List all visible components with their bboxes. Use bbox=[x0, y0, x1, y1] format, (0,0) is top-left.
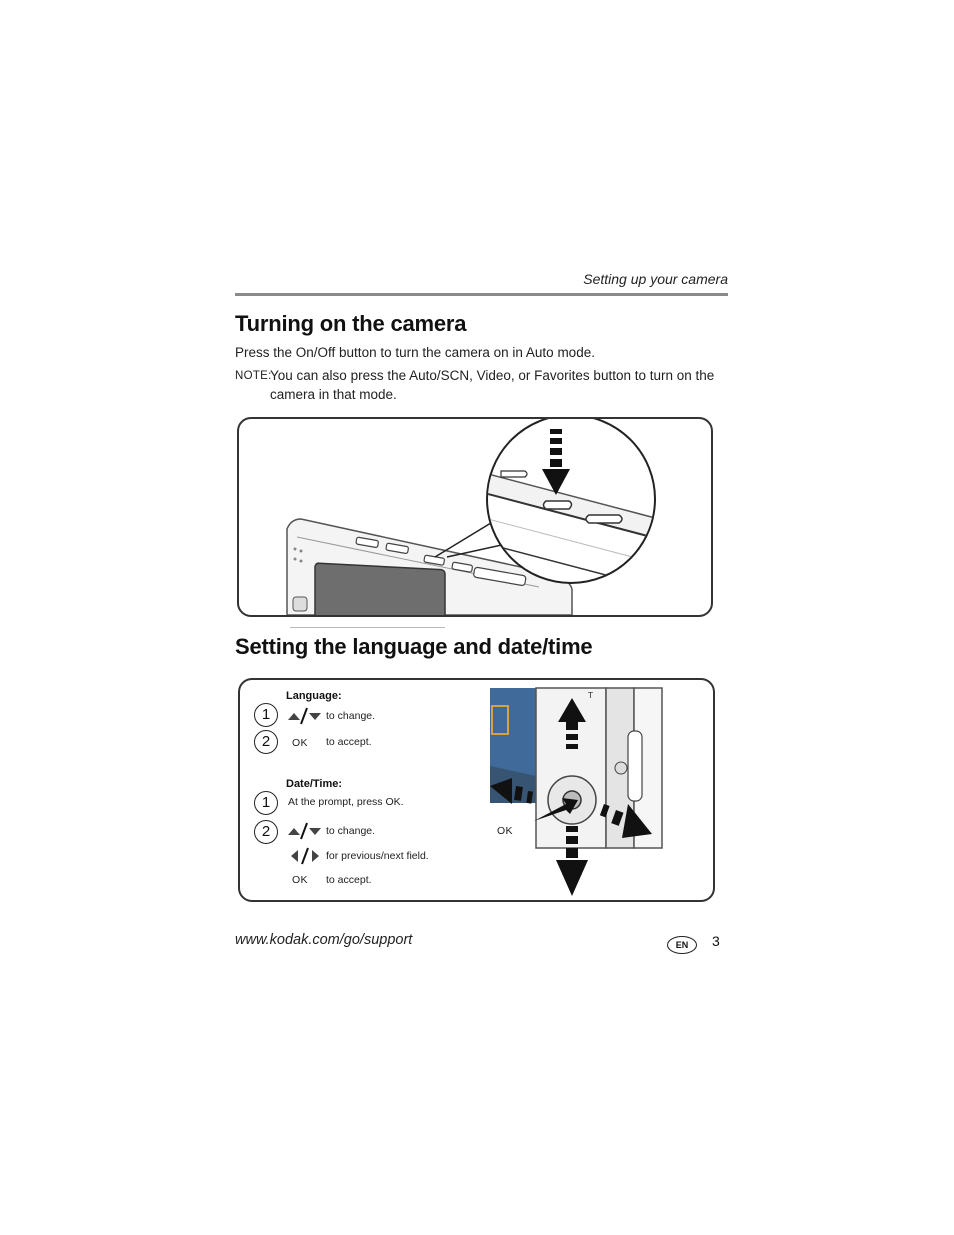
note-text-line2: camera in that mode. bbox=[270, 387, 397, 402]
step-number: 1 bbox=[254, 703, 278, 727]
section-title-turning-on: Turning on the camera bbox=[235, 311, 467, 336]
note-text-line1: You can also press the Auto/SCN, Video, or Favorites button to turn on the bbox=[270, 368, 715, 383]
datetime-accept-text: to accept. bbox=[326, 874, 372, 886]
ok-key-label: OK bbox=[292, 737, 308, 749]
language-badge: EN bbox=[667, 936, 697, 954]
running-header: Setting up your camera bbox=[583, 271, 728, 287]
camera-top-drawing bbox=[239, 419, 711, 615]
svg-text:T: T bbox=[588, 691, 593, 700]
up-down-arrows-icon bbox=[288, 707, 324, 730]
language-heading: Language: bbox=[286, 690, 342, 702]
up-down-arrows-icon bbox=[288, 822, 324, 845]
step-number: 2 bbox=[254, 730, 278, 754]
datetime-change-text: to change. bbox=[326, 825, 376, 837]
page-number: 3 bbox=[712, 933, 720, 949]
step-number: 2 bbox=[254, 820, 278, 844]
camera-top-illustration bbox=[237, 417, 713, 617]
ok-key-label: OK bbox=[292, 874, 308, 886]
datetime-prompt-text: At the prompt, press OK. bbox=[288, 796, 404, 808]
camera-controls-drawing bbox=[486, 686, 666, 898]
note-label: NOTE: bbox=[235, 370, 272, 382]
camera-ok-label: OK bbox=[497, 825, 513, 837]
section-title-language-date: Setting the language and date/time bbox=[235, 634, 593, 659]
step-number: 1 bbox=[254, 791, 278, 815]
datetime-heading: Date/Time: bbox=[286, 778, 343, 790]
language-change-text: to change. bbox=[326, 710, 376, 722]
left-right-arrows-icon bbox=[290, 847, 320, 870]
turn-on-instructions: Press the On/Off button to turn the camera on in Auto mode. bbox=[235, 345, 595, 360]
language-accept-text: to accept. bbox=[326, 736, 372, 748]
camera-back-illustration bbox=[486, 686, 666, 898]
datetime-field-text: for previous/next field. bbox=[326, 850, 429, 862]
support-url: www.kodak.com/go/support bbox=[235, 932, 413, 948]
illustration-caption-rule bbox=[290, 627, 445, 628]
header-rule bbox=[235, 293, 728, 296]
